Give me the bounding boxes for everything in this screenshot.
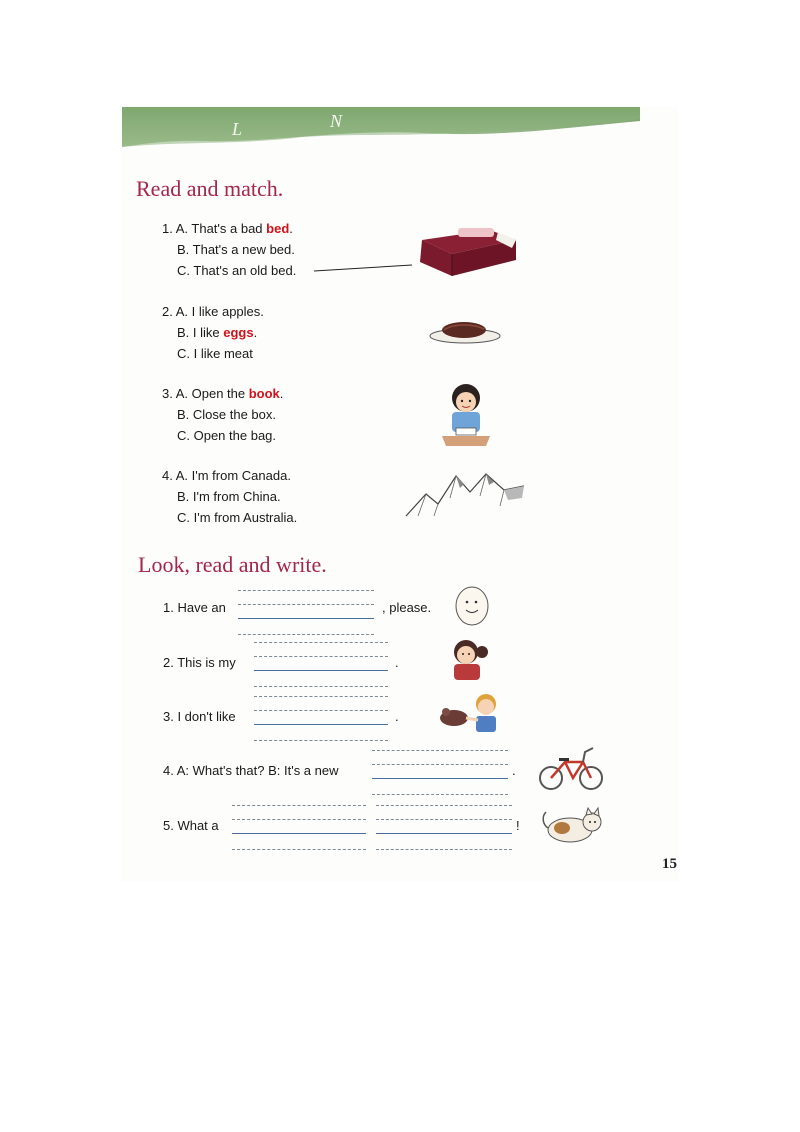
baseline (254, 724, 388, 725)
write-3-ending: . (395, 709, 399, 724)
guide-line (232, 819, 366, 820)
write-4-text: 4. A: What's that? B: It's a new (163, 763, 339, 778)
guide-line (376, 819, 512, 820)
option-punct: . (279, 386, 284, 401)
keyword: book (248, 386, 280, 401)
write-2-text: 2. This is my (163, 655, 236, 670)
guide-line (376, 805, 512, 806)
meat-picture (428, 318, 502, 346)
write-5-answer-lines-right[interactable] (376, 805, 512, 851)
banner-letter-n: N (330, 111, 343, 131)
option-text: 3. A. Open the (162, 386, 249, 401)
guide-line (254, 696, 388, 697)
page-number: 15 (662, 856, 677, 872)
girl-reading-picture (438, 376, 492, 446)
baseline (372, 778, 508, 779)
match-1-option-c: C. That's an old bed. (177, 263, 297, 278)
write-1-text: 1. Have an (163, 600, 226, 615)
bed-picture (412, 226, 520, 278)
baseline (232, 833, 366, 834)
match-4-option-c: C. I'm from Australia. (177, 510, 298, 525)
guide-line (254, 686, 388, 687)
guide-line (232, 805, 366, 806)
option-punct: . (253, 325, 258, 340)
baseline (254, 670, 388, 671)
cat-picture (538, 806, 606, 846)
bicycle-picture (537, 744, 605, 792)
write-5-ending: ! (516, 818, 520, 833)
guide-line (254, 642, 388, 643)
match-3-option-a (162, 386, 283, 401)
guide-line (238, 634, 374, 635)
egg-picture (452, 584, 492, 626)
read-and-match-title: Read and match. (136, 176, 284, 201)
match-4-option-a: 4. A. I'm from Canada. (162, 468, 291, 483)
write-3-answer-lines[interactable] (254, 696, 388, 742)
option-text: 1. A. That's a bad (162, 221, 267, 236)
keyword: bed (266, 221, 290, 236)
guide-line (254, 656, 388, 657)
guide-line (238, 604, 374, 605)
boy-with-toy-picture (436, 690, 506, 734)
option-punct: . (289, 221, 293, 236)
match-2-option-b (177, 325, 257, 340)
write-2-ending: . (395, 655, 399, 670)
write-5-answer-lines-left[interactable] (232, 805, 366, 851)
write-1-ending: , please. (382, 600, 432, 615)
write-4-answer-lines[interactable] (372, 750, 508, 796)
baseline (238, 618, 374, 619)
write-3-text: 3. I don't like (163, 709, 236, 724)
guide-line (372, 794, 508, 795)
guide-line (232, 849, 366, 850)
write-5-text: 5. What a (163, 818, 219, 833)
write-4-ending: . (512, 763, 516, 778)
banner-grass (122, 107, 640, 147)
guide-line (376, 849, 512, 850)
girl-picture (446, 636, 492, 680)
match-4-option-b: B. I'm from China. (177, 489, 281, 504)
guide-line (372, 764, 508, 765)
match-1-option-a (162, 221, 293, 236)
match-2-option-a: 2. A. I like apples. (162, 304, 264, 319)
match-3-option-b: B. Close the box. (177, 407, 276, 422)
option-text: B. I like (177, 325, 224, 340)
guide-line (238, 590, 374, 591)
keyword: eggs (223, 325, 254, 340)
guide-line (254, 710, 388, 711)
top-banner (122, 107, 640, 147)
guide-line (372, 750, 508, 751)
guide-line (254, 740, 388, 741)
mountains-picture (404, 470, 528, 520)
match-line (312, 262, 422, 274)
look-read-write-title: Look, read and write. (138, 552, 327, 577)
write-2-answer-lines[interactable] (254, 642, 388, 688)
banner-letter-l: L (232, 119, 243, 139)
baseline (376, 833, 512, 834)
write-1-answer-lines[interactable] (238, 590, 374, 636)
match-1-option-b: B. That's a new bed. (177, 242, 295, 257)
match-3-option-c: C. Open the bag. (177, 428, 277, 443)
match-2-option-c: C. I like meat (177, 346, 253, 361)
